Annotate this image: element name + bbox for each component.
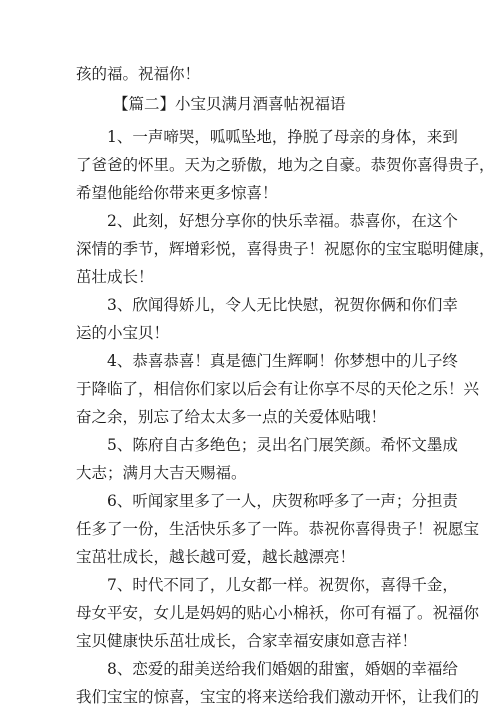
body-line: 了爸爸的怀里。天为之骄傲，地为之自豪。恭贺你喜得贵子， <box>76 156 495 174</box>
body-line: 宝茁壮成长，越长越可爱，越长越漂亮！ <box>76 548 356 566</box>
body-line: 运的小宝贝！ <box>76 324 170 342</box>
body-line: 希望他能给你带来更多惊喜！ <box>76 184 278 202</box>
body-line: 4、恭喜恭喜！真是德门生辉啊！你梦想中的儿子终 <box>76 352 458 370</box>
body-line: 茁壮成长！ <box>76 268 154 286</box>
body-line: 母女平安，女儿是妈妈的贴心小棉袄，你可有福了。祝福你 <box>76 604 480 622</box>
body-line: 7、时代不同了，儿女都一样。祝贺你，喜得千金， <box>76 576 458 594</box>
body-line: 5、陈府自古多绝色；灵出名门展笑颜。希怀文墨成 <box>76 436 458 454</box>
body-line: 3、欣闻得娇儿，令人无比快慰，祝贺你俩和你们幸 <box>76 296 458 314</box>
body-line: 6、听闻家里多了一人，庆贺称呼多了一声；分担责 <box>76 492 458 510</box>
body-line: 大志；满月大吉天赐福。 <box>76 464 247 482</box>
body-line: 于降临了，相信你们家以后会有让你享不尽的天伦之乐！兴 <box>76 380 480 398</box>
body-line: 8、恋爱的甜美送给我们婚姻的甜蜜，婚姻的幸福给 <box>76 660 458 678</box>
body-line: 奋之余，别忘了给太太多一点的关爱体贴哦！ <box>76 408 387 426</box>
continuation-line: 孩的福。祝福你！ <box>76 65 201 83</box>
section-heading: 【篇二】小宝贝满月酒喜帖祝福语 <box>113 95 346 113</box>
body-line: 我们宝宝的惊喜，宝宝的将来送给我们激动开怀，让我们的 <box>76 688 480 706</box>
body-line: 2、此刻，好想分享你的快乐幸福。恭喜你，在这个 <box>76 212 458 230</box>
body-line: 宝贝健康快乐茁壮成长，合家幸福安康如意吉祥！ <box>76 632 418 650</box>
body-line: 任多了一份，生活快乐多了一阵。恭祝你喜得贵子！祝愿宝 <box>76 520 480 538</box>
body-line: 1、一声啼哭，呱呱坠地，挣脱了母亲的身体，来到 <box>76 128 458 146</box>
body-line: 深情的季节，辉增彩悦，喜得贵子！祝愿你的宝宝聪明健康， <box>76 240 495 258</box>
